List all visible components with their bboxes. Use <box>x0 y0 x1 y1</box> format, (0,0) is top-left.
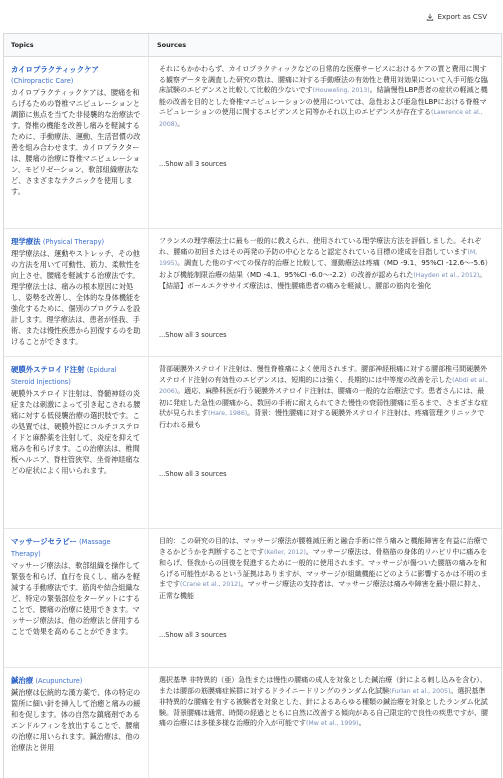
source-text: フランスの理学療法士に最も一般的に教えられ、使用されている理学療法方法を評価しました。それぞれ、腰痛の初回またはその再発の予防の中心となると認定されている目標の達成を目指しています <box>159 237 482 256</box>
export-csv-label: Export as CSV <box>437 13 487 21</box>
topic-description: マッサージ療法は、軟部組織を操作して緊張を和らげ、血行を良くし、痛みを軽減する手動療法です。筋肉や結合組織など、特定の緊張部位をターゲットにすることで、腰痛の治療に使用できます。マッサージ療法は、他の治療法と併用することで効果を高めることができます。 <box>11 561 141 636</box>
citation-link[interactable]: (Crane et al., 2012) <box>180 581 241 589</box>
citation-link[interactable]: (Lawrence et al., 2008) <box>159 109 483 128</box>
sources-header: Sources <box>148 34 501 56</box>
table-row <box>4 668 501 778</box>
sources-text <box>159 364 491 461</box>
citation-link[interactable]: (Keller, 2012) <box>264 548 306 556</box>
topic-english: (Massage Therapy) <box>11 538 111 558</box>
topic-title: 理学療法 <box>11 237 41 246</box>
topic-description: 理学療法は、運動やストレッチ、その他の方法を用いて可動性、筋力、柔軟性を向上させ、腰痛を軽減する治療法です。理学療法士は、痛みの根本原因に対処し、姿勢を改善し、全体的な身体機能を強化するために、個別のプログラムを設計します。理学療法は、患者が怪我、手術、または慢性疾患から回復するのを助けることができます。 <box>11 249 141 346</box>
topic-description: カイロプラクティックケアは、腰痛を和らげるための脊椎マニピュレーションと調節に焦点を当てた非侵襲的な治療法です。脊椎の機能を改善し痛みを軽減するために、手動療法、運動、生活習慣の改善を組み合わせます。カイロプラクターは、腰痛の治療に脊椎マニピュレーション、モビリゼーション、軟部組織療法など、さまざまなテクニックを使用します。 <box>11 88 141 196</box>
show-all-sources-button[interactable]: ...Show all 3 sources <box>159 470 227 478</box>
show-all-sources-button[interactable]: ...Show all 3 sources <box>159 631 227 639</box>
show-all-sources-button[interactable]: ...Show all 3 sources <box>159 160 227 168</box>
source-text: 目的：この研究の目的は、マッサージ療法が腰椎減圧術と融合手術に伴う痛みと機能障害を有益に治療できるかどうかを判断することです <box>159 537 488 556</box>
source-text: 。 <box>358 719 366 728</box>
sources-text <box>159 675 491 775</box>
topic-description: 鍼治療は伝統的な漢方薬で、体の特定の箇所に細い針を挿入して治癒と痛みの緩和を促します。体の自然な鎮痛剤であるエンドルフィンを放出することで、腰痛の治療に用いられます。鍼治療は、他の治療法と併用 <box>11 688 141 752</box>
table-row <box>4 357 501 529</box>
source-text: 。マッサージ療法の支持者は、マッサージ療法は痛みや障害を最小限に抑え、正常な機能 <box>159 580 486 600</box>
topic-cell <box>4 357 148 528</box>
sources-text <box>159 536 491 622</box>
source-text: 。調査した他のすべての保存的治療と比較して、運動療法は疼痛（MD -9.1、95%CI -12.6〜-5.6）および機能制限治療の結果（MD -4.1、95%CI -6.0〜-2.2）の改善が認められた <box>159 259 489 279</box>
sources-cell <box>148 357 501 528</box>
topic-english: (Chiropractic Care) <box>11 77 74 85</box>
source-text: 背部硬膜外ステロイド注射は、慢性脊椎痛によく使用されます。腰部神経根痛に対する腰部椎弓間硬膜外ステロイド注射の有効性のエビデンスは、短期的には強く、長期的には中等度の改善を示した <box>159 365 488 384</box>
table-row <box>4 229 501 357</box>
sources-cell <box>148 529 501 667</box>
source-text: 。マッサージ療法は、骨格筋の身体的リハビリ中に痛みを和らげ、怪我からの回復を促進するために一般的に使用されます。マッサージが傷ついた腰筋の痛みを和らげる可能性があるという証拠はありますが、マッサージが組織機能にどのように影響するかは不明のままです <box>159 547 488 589</box>
topic-cell <box>4 529 148 667</box>
sources-cell <box>148 57 501 228</box>
topic-cell <box>4 229 148 356</box>
citation-link[interactable]: (Houweling, 2013) <box>312 87 370 95</box>
topic-cell <box>4 57 148 228</box>
source-text: 。結論慢性LBP患者の症状の軽減と機能の改善を目的とした脊椎マニピュレーションの使用については、急性および亜急性LBPにおける脊椎マニピュレーションの使用に関するエビデンスと同等かそれ以上のエビデンスが存在する <box>159 86 488 117</box>
sources-table <box>3 33 502 778</box>
citation-link[interactable]: (M, 1995) <box>159 248 478 268</box>
topic-english: (Physical Therapy) <box>42 238 105 246</box>
citation-link[interactable]: (Mw et al., 1999) <box>306 720 359 728</box>
show-all-sources-button[interactable]: ...Show all 3 sources <box>159 331 227 339</box>
table-header <box>4 34 501 57</box>
table-row <box>4 529 501 668</box>
citation-link[interactable]: (Hayden et al., 2012) <box>413 271 480 279</box>
source-text: 選択基準 非特異的（亜）急性または慢性の腰痛の成人を対象とした鍼治療（針による刺し込みを含む）、または腰部の筋膜痛症候群に対するドライニードリングのランダム化試験 <box>159 676 487 695</box>
topic-description: 硬膜外ステロイド注射は、脊髄神経の炎症または刺激によって引き起こされる腰痛に対する低侵襲治療の選択肢です。この処置では、硬膜外腔にコルチコステロイドと麻酔薬を注射して、炎症を抑えて痛みを和らげます。この治療法は、椎間板ヘルニア、脊柱管狭窄、坐骨神経痛などの症状によく用いられます。 <box>11 389 141 475</box>
sources-text <box>159 64 491 151</box>
topic-title: 硬膜外ステロイド注射 <box>11 365 85 374</box>
table-row <box>4 57 501 229</box>
topic-english: (Acupuncture) <box>35 677 83 685</box>
citation-link[interactable]: (Abdi et al., 2006) <box>159 376 489 396</box>
source-text: 。選択基準 非特異的な腰痛を有する被験者を対象とした、針によるあらゆる種類の鍼治療を対象としたランダム化試験。背景腰痛は通常、時間の経過とともに自然に改善する傾向がある自己限定的で良性の疾患ですが、腰痛の治療には多様多様な治療的介入が可能です <box>159 686 488 728</box>
topics-header: Topics <box>11 41 34 49</box>
topic-cell <box>4 668 148 778</box>
topic-english: (Epidural Steroid Injections) <box>11 366 117 386</box>
topic-title: カイロプラクティックケア <box>11 65 99 74</box>
source-text: それにもかかわらず、カイロプラクティックなどの日常的な医療サービスにおけるケアの質と費用に関する観察データを調査した研究の数は、腰痛に対する手動療法の有効性と費用対効果について入手可能な臨床試験のエビデンスと比較して比較的少ないです <box>159 65 488 95</box>
sources-text <box>159 236 491 322</box>
topic-title: 鍼治療 <box>11 676 34 685</box>
source-text: 。背景：慢性腰痛に対する硬膜外ステロイド注射は、疼痛管理クリニックで行われる最も <box>159 409 485 429</box>
sources-cell <box>148 229 501 356</box>
topic-title: マッサージセラピー <box>11 537 77 546</box>
source-text: 。適応、麻酔科医が行う硬膜外ステロイド注射は、腰痛の一般的な治療法です。患者さんには、最初に発症した急性の腰痛から、数回の手術に耐えられてきた慢性の衰弱性腰痛に至るまで、さまざまな症状が見られます <box>159 387 488 418</box>
export-csv-button[interactable] <box>426 13 487 21</box>
sources-cell <box>148 668 501 778</box>
download-icon <box>426 13 434 21</box>
source-text: 。【結語】ボールエクササイズ療法は、慢性腰痛患者の痛みを軽減し、腰部の筋肉を強化 <box>159 270 487 291</box>
citation-link[interactable]: (Hare, 1986) <box>208 410 248 418</box>
source-text: 。 <box>177 119 185 128</box>
citation-link[interactable]: (Furlan et al., 2005) <box>389 687 451 695</box>
